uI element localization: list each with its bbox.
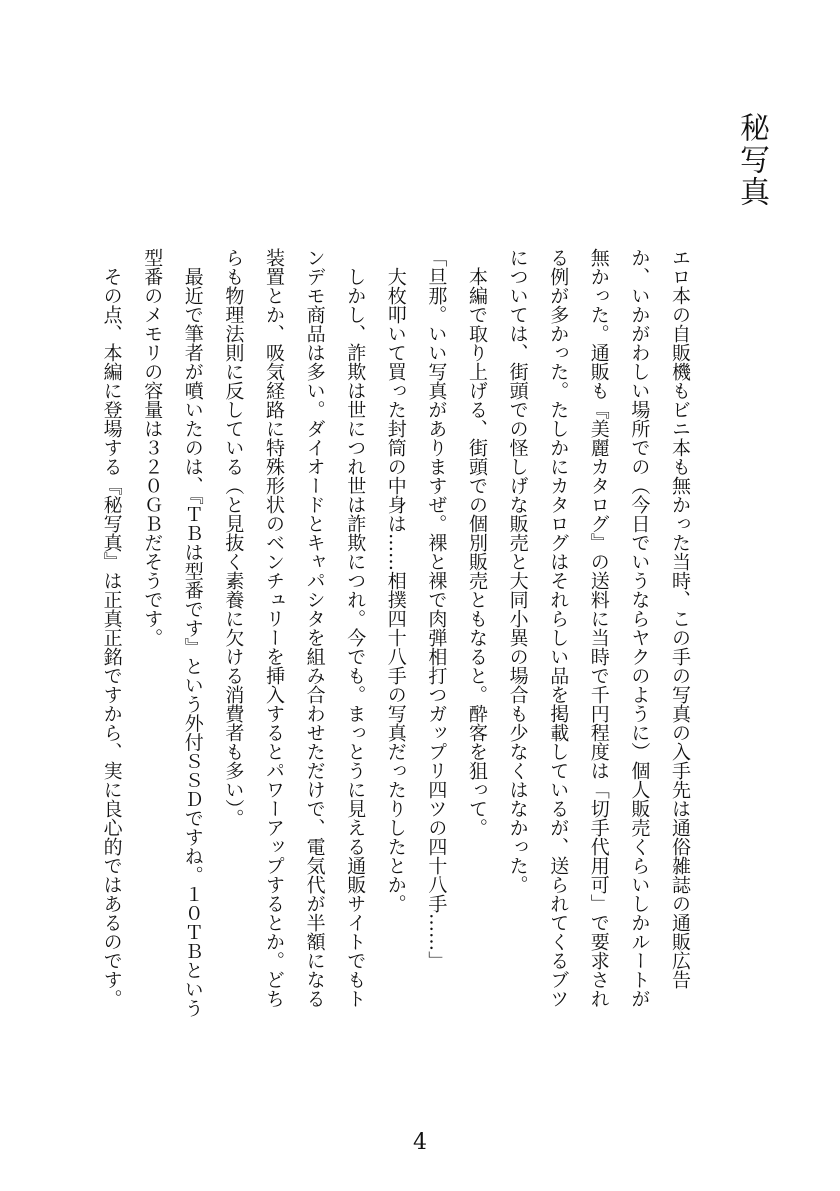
text-line: 無かった。通販も『美麗カタログ』の送料に当時で千円程度は「切手代用可」で要求され [587, 248, 610, 1008]
text-line: については、街頭での怪しげな販売と大同小異の場合も少なくはなかった。 [506, 248, 529, 894]
text-line: 装置とか、吸気経路に特殊形状のベンチュリーを挿入するとパワーアップするとか。どち [263, 248, 285, 1008]
text-line: らも物理法則に反している（と見抜く素養に欠ける消費者も多い）。 [222, 248, 245, 828]
text-line: 最近で筆者が噴いたのは、『ＴＢは型番です』という外付ＳＳＤですね。１０ＴＢという [181, 248, 204, 1018]
text-line: 本編で取り上げる、街頭での個別販売ともなると。酔客を狙って。 [466, 248, 488, 837]
page-title: 秘写真 [734, 112, 769, 208]
text-line: 型番のメモリの容量は３２０ＧＢだそうです。 [141, 248, 164, 647]
text-line: か、いかがわしい場所での（今日でいうならヤクのように）個人販売くらいしかルートが [628, 248, 651, 1008]
text-line: しかし、詐欺は世につれ世は詐欺につれ。今でも。まっとうに見える通販サイトでもト [344, 248, 367, 1008]
text-line: その点、本編に登場する『秘写真』は正真正銘ですから、実に良心的ではあるのです。 [100, 248, 123, 1008]
text-line: 「旦那。いい写真がありますぜ。裸と裸で肉弾相打つガップリ四ツの四十八手……」 [425, 248, 448, 970]
text-line: る例が多かった。たしかにカタログはそれらしい品を掲載しているが、送られてくるブツ [547, 248, 570, 1008]
text-line: エロ本の自販機もビニ本も無かった当時、この手の写真の入手先は通俗雑誌の通販広告 [669, 248, 691, 989]
page-number: 4 [413, 1130, 427, 1155]
text-line: ンデモ商品は多い。ダイオードとキャパシタを組み合わせただけで、電気代が半額になる [303, 248, 326, 1008]
text-line: 大枚叩いて買った封筒の中身は……相撲四十八手の写真だったりしたとか。 [384, 248, 407, 913]
